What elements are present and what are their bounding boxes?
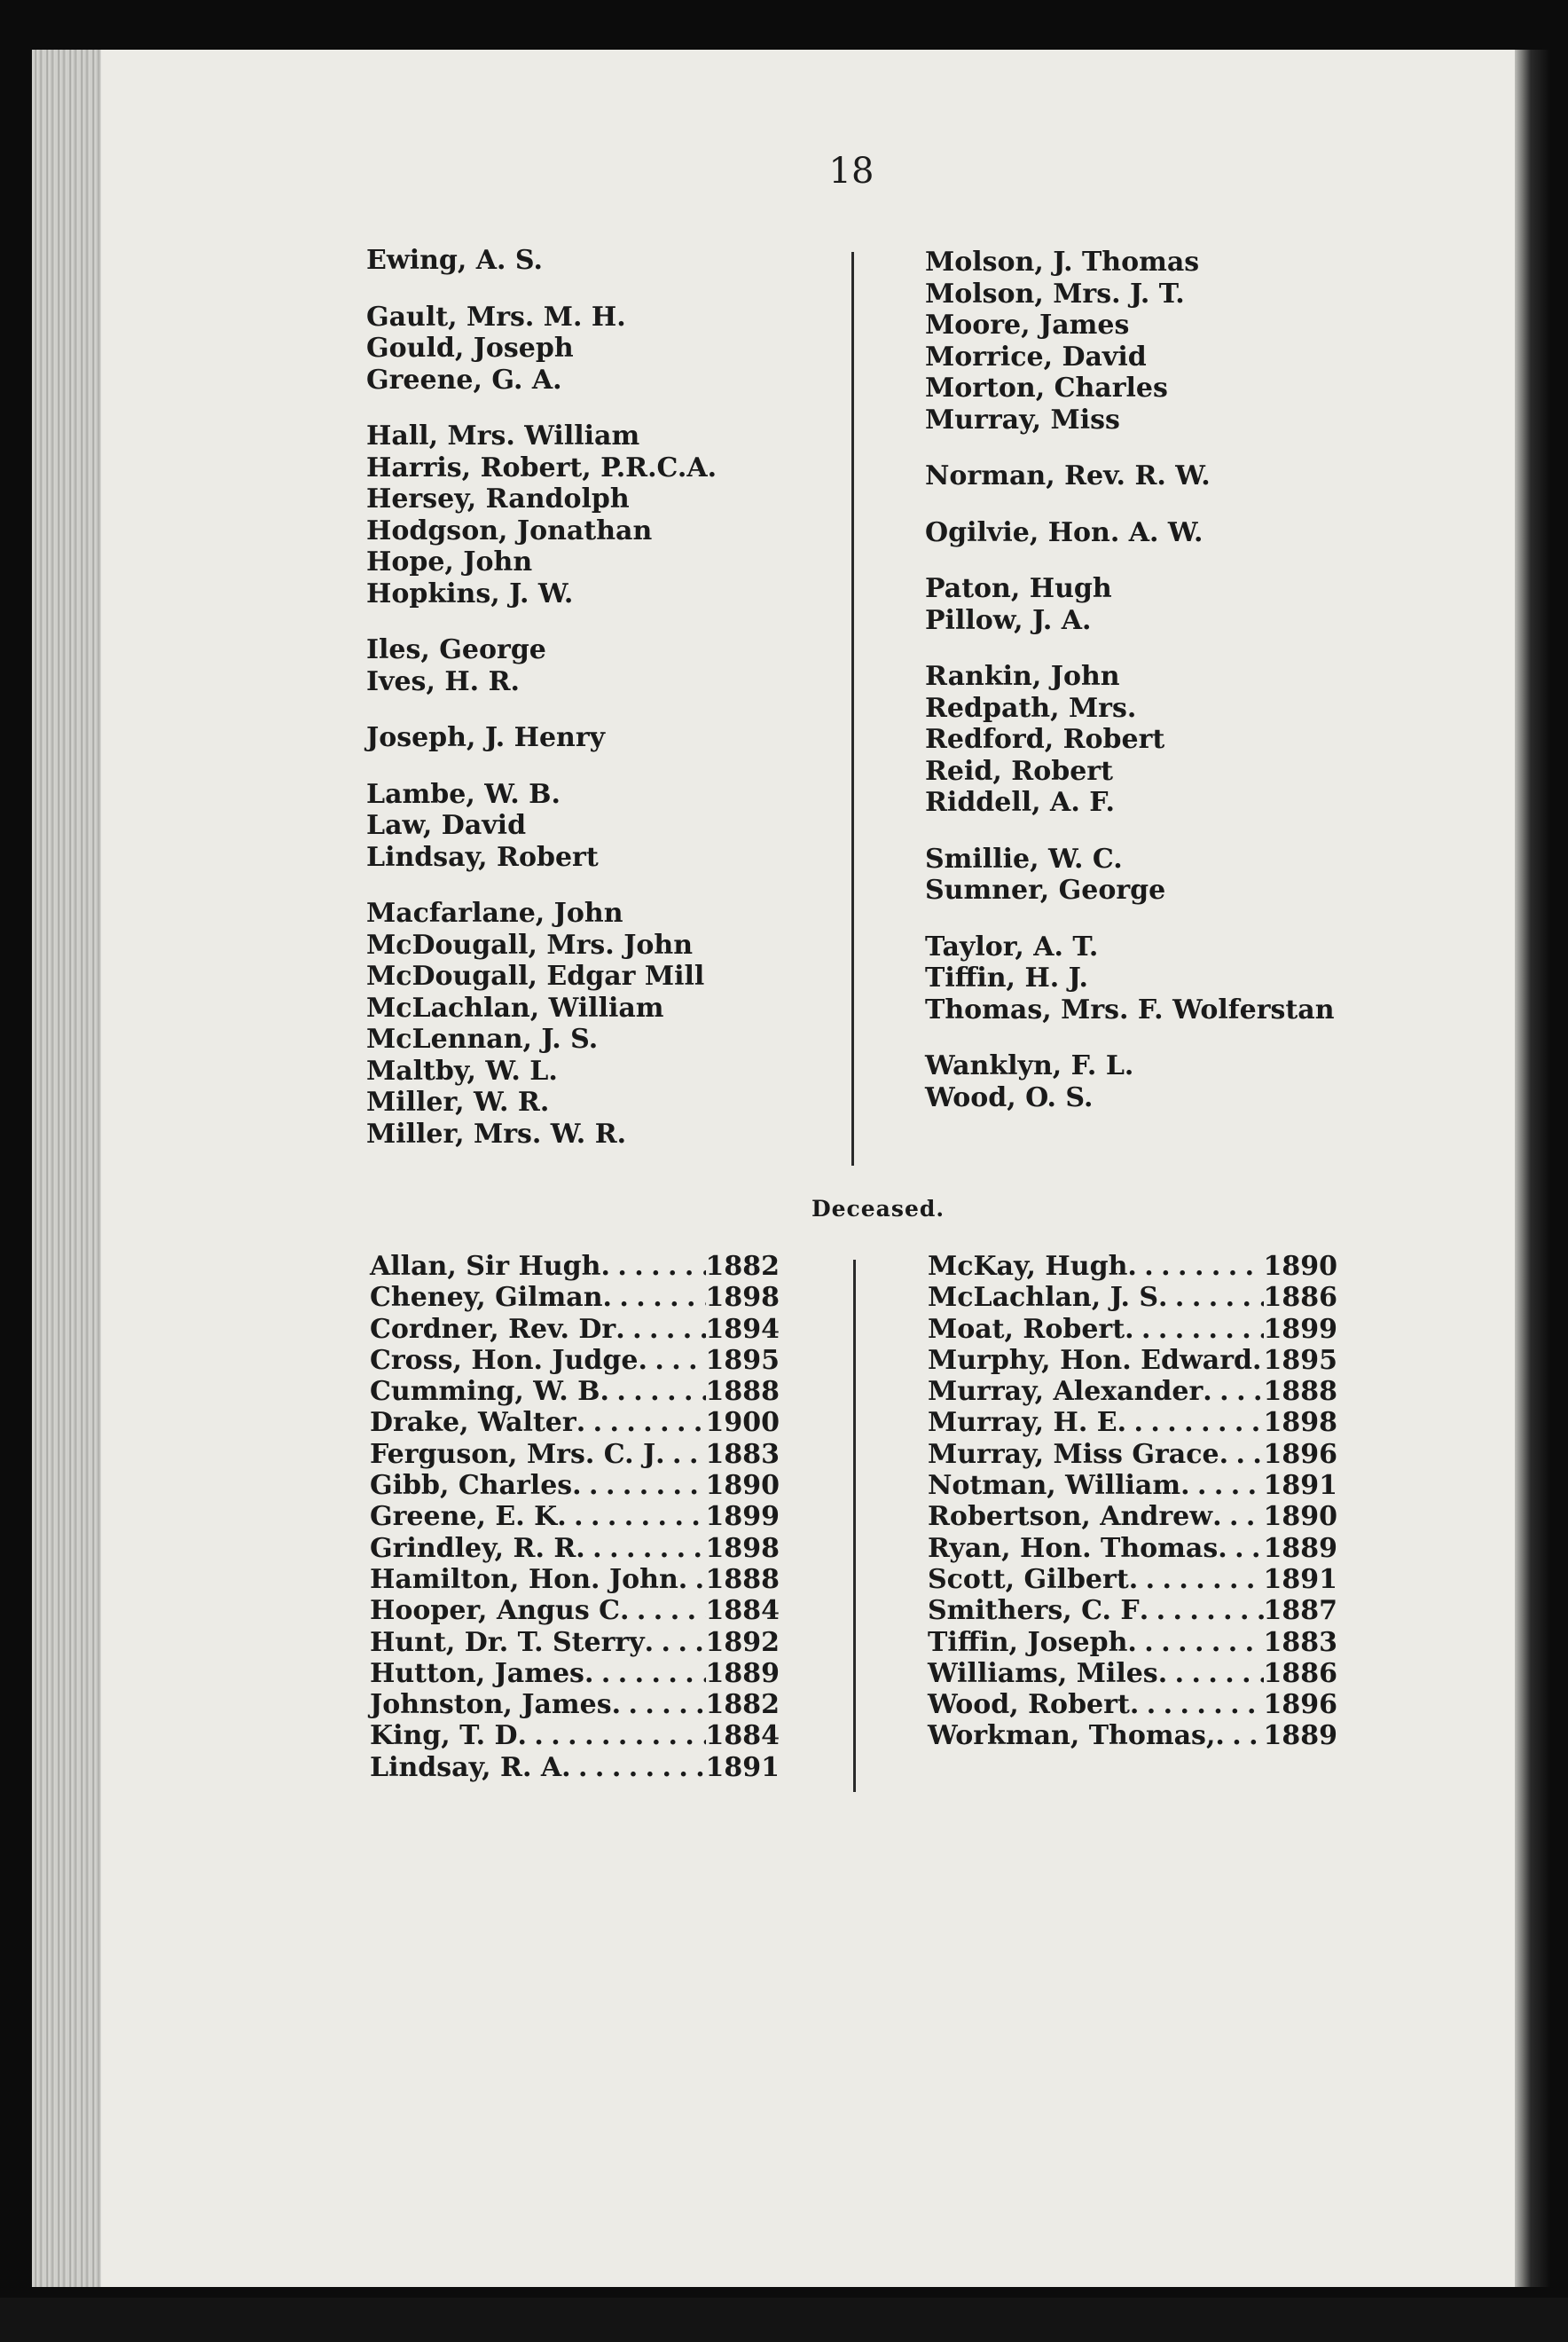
deceased-name: Johnston, James bbox=[370, 1689, 612, 1721]
deceased-year: 1898 bbox=[705, 1282, 780, 1314]
member-name: Gould, Joseph bbox=[366, 333, 574, 364]
deceased-name: Greene, E. K bbox=[370, 1501, 558, 1533]
deceased-name: Cross, Hon. Judge bbox=[370, 1344, 639, 1376]
member-name: Hall, Mrs. William bbox=[366, 420, 640, 452]
deceased-entry bbox=[928, 1314, 1337, 1345]
member-name: Paton, Hugh bbox=[925, 573, 1112, 604]
member-name: Riddell, A. F. bbox=[925, 787, 1115, 818]
member-name: Joseph, J. Henry bbox=[366, 722, 606, 753]
deceased-entry bbox=[928, 1470, 1337, 1501]
deceased-name: Moat, Robert bbox=[928, 1313, 1125, 1345]
dot-leader bbox=[561, 1752, 705, 1783]
deceased-name: Workman, Thomas, bbox=[928, 1720, 1216, 1752]
deceased-entry bbox=[928, 1345, 1337, 1376]
deceased-entry bbox=[370, 1282, 780, 1313]
dot-leader bbox=[1130, 1689, 1264, 1720]
member-name: Taylor, A. T. bbox=[925, 931, 1099, 963]
member-name: Lambe, W. B. bbox=[366, 778, 561, 810]
deceased-entry bbox=[928, 1564, 1337, 1595]
member-name: Smillie, W. C. bbox=[925, 843, 1123, 875]
deceased-entry bbox=[370, 1407, 780, 1438]
group-spacer bbox=[366, 754, 717, 779]
deceased-entry bbox=[370, 1376, 780, 1407]
dot-leader bbox=[1140, 1595, 1264, 1626]
deceased-name: Williams, Miles bbox=[928, 1657, 1158, 1689]
member-name: Miller, Mrs. W. R. bbox=[366, 1118, 627, 1150]
deceased-year: 1889 bbox=[705, 1657, 780, 1689]
dot-leader bbox=[1125, 1314, 1263, 1345]
deceased-name: Gibb, Charles bbox=[370, 1470, 573, 1502]
deceased-name: Cheney, Gilman bbox=[370, 1282, 603, 1314]
deceased-entry bbox=[928, 1501, 1337, 1532]
deceased-entry bbox=[370, 1564, 780, 1595]
dot-leader bbox=[655, 1439, 705, 1470]
member-name: Redpath, Mrs. bbox=[925, 692, 1137, 724]
deceased-entry bbox=[928, 1689, 1337, 1720]
member-name: Ewing, A. S. bbox=[366, 245, 543, 276]
deceased-year: 1882 bbox=[705, 1251, 780, 1282]
member-name: Lindsay, Robert bbox=[366, 841, 599, 873]
deceased-name: Lindsay, R. A bbox=[370, 1751, 562, 1783]
group-spacer bbox=[366, 697, 717, 722]
deceased-entry bbox=[928, 1627, 1337, 1658]
member-name: Greene, G. A. bbox=[366, 364, 562, 396]
dot-leader bbox=[1212, 1501, 1263, 1532]
deceased-year: 1898 bbox=[705, 1532, 780, 1564]
deceased-entry bbox=[370, 1251, 780, 1282]
deceased-entry bbox=[928, 1533, 1337, 1564]
dot-leader bbox=[1158, 1282, 1263, 1313]
member-name: Law, David bbox=[366, 810, 527, 841]
group-spacer bbox=[925, 1026, 1335, 1050]
deceased-entry bbox=[928, 1595, 1337, 1626]
deceased-entry bbox=[370, 1689, 780, 1720]
deceased-entry bbox=[370, 1501, 780, 1532]
group-spacer bbox=[366, 277, 717, 302]
deceased-entry bbox=[370, 1595, 780, 1626]
deceased-entry bbox=[370, 1658, 780, 1689]
member-name: Rankin, John bbox=[925, 661, 1120, 692]
dot-leader bbox=[1252, 1345, 1263, 1376]
dot-leader bbox=[1129, 1564, 1264, 1595]
deceased-year: 1887 bbox=[1263, 1595, 1337, 1627]
member-name: Wanklyn, F. L. bbox=[925, 1050, 1134, 1081]
deceased-name: Murphy, Hon. Edward bbox=[928, 1344, 1253, 1376]
deceased-year: 1883 bbox=[705, 1438, 780, 1470]
dot-leader bbox=[1218, 1533, 1263, 1564]
members-list-right bbox=[925, 247, 1335, 1113]
deceased-year: 1886 bbox=[1263, 1282, 1337, 1314]
deceased-entry bbox=[928, 1282, 1337, 1313]
deceased-name: Murray, H. E bbox=[928, 1407, 1117, 1439]
member-name: Norman, Rev. R. W. bbox=[925, 460, 1211, 491]
deceased-year: 1895 bbox=[705, 1344, 780, 1376]
deceased-entry bbox=[370, 1533, 780, 1564]
dot-leader bbox=[620, 1595, 705, 1626]
deceased-heading: Deceased. bbox=[811, 1196, 945, 1222]
deceased-entry bbox=[370, 1752, 780, 1783]
dot-leader bbox=[600, 1251, 705, 1282]
dot-leader bbox=[1203, 1376, 1263, 1407]
member-name: Hope, John bbox=[366, 546, 533, 578]
deceased-name: Scott, Gilbert bbox=[928, 1563, 1129, 1595]
member-name: Sumner, George bbox=[925, 875, 1166, 906]
deceased-name: Allan, Sir Hugh bbox=[370, 1251, 601, 1282]
member-name: Moore, James bbox=[925, 310, 1130, 341]
member-name: Ogilvie, Hon. A. W. bbox=[925, 516, 1203, 548]
group-spacer bbox=[366, 609, 717, 634]
deceased-list-right bbox=[928, 1251, 1337, 1752]
member-name: Tiffin, H. J. bbox=[925, 963, 1088, 994]
dot-leader bbox=[572, 1470, 705, 1501]
deceased-name: Drake, Walter bbox=[370, 1407, 576, 1439]
column-divider bbox=[851, 252, 854, 1166]
deceased-year: 1898 bbox=[1263, 1407, 1337, 1439]
deceased-name: Robertson, Andrew bbox=[928, 1501, 1213, 1533]
deceased-year: 1891 bbox=[1263, 1470, 1337, 1502]
deceased-year: 1894 bbox=[705, 1313, 780, 1345]
deceased-list-left bbox=[370, 1251, 780, 1783]
dot-leader bbox=[1158, 1658, 1264, 1689]
deceased-name: Ryan, Hon. Thomas bbox=[928, 1532, 1219, 1564]
deceased-year: 1899 bbox=[705, 1501, 780, 1533]
deceased-name: McKay, Hugh bbox=[928, 1251, 1128, 1282]
deceased-year: 1896 bbox=[1263, 1689, 1337, 1721]
deceased-year: 1890 bbox=[705, 1470, 780, 1502]
page-number: 18 bbox=[828, 151, 874, 192]
group-spacer bbox=[925, 548, 1335, 573]
page-edges bbox=[32, 50, 101, 2287]
member-name: Gault, Mrs. M. H. bbox=[366, 301, 626, 333]
deceased-name: Hooper, Angus C bbox=[370, 1595, 621, 1627]
group-spacer bbox=[925, 436, 1335, 460]
member-name: Murray, Miss bbox=[925, 404, 1120, 436]
deceased-entry bbox=[928, 1376, 1337, 1407]
deceased-year: 1882 bbox=[705, 1689, 780, 1721]
members-list-left bbox=[366, 245, 717, 1150]
member-name: Maltby, W. L. bbox=[366, 1055, 558, 1087]
member-name: McDougall, Mrs. John bbox=[366, 929, 694, 961]
page-gutter-shadow bbox=[1515, 50, 1550, 2287]
dot-leader bbox=[1215, 1720, 1263, 1751]
deceased-year: 1888 bbox=[1263, 1376, 1337, 1408]
dot-leader bbox=[576, 1407, 706, 1438]
dot-leader bbox=[600, 1376, 706, 1407]
group-spacer bbox=[925, 636, 1335, 661]
dot-leader bbox=[1219, 1439, 1264, 1470]
deceased-name: Notman, William bbox=[928, 1470, 1181, 1502]
deceased-name: Wood, Robert bbox=[928, 1689, 1130, 1721]
deceased-name: Hutton, James bbox=[370, 1657, 584, 1689]
deceased-year: 1883 bbox=[1263, 1626, 1337, 1658]
group-spacer bbox=[366, 873, 717, 898]
dot-leader bbox=[612, 1689, 706, 1720]
member-name: Harris, Robert, P.R.C.A. bbox=[366, 452, 717, 483]
deceased-year: 1884 bbox=[705, 1720, 780, 1752]
deceased-year: 1899 bbox=[1263, 1313, 1337, 1345]
dot-leader bbox=[1127, 1251, 1263, 1282]
deceased-year: 1891 bbox=[705, 1751, 780, 1783]
deceased-entry bbox=[370, 1345, 780, 1376]
deceased-name: Murray, Alexander bbox=[928, 1376, 1203, 1408]
member-name: Pillow, J. A. bbox=[925, 604, 1092, 636]
dot-leader bbox=[1117, 1407, 1264, 1438]
deceased-name: Cumming, W. B bbox=[370, 1376, 600, 1408]
member-name: Macfarlane, John bbox=[366, 898, 623, 929]
dot-leader bbox=[557, 1501, 705, 1532]
deceased-year: 1891 bbox=[1263, 1563, 1337, 1595]
dot-leader bbox=[1127, 1627, 1263, 1658]
member-name: Miller, W. R. bbox=[366, 1087, 550, 1118]
scan-bottom-border bbox=[0, 2298, 1568, 2342]
deceased-year: 1896 bbox=[1263, 1438, 1337, 1470]
deceased-year: 1895 bbox=[1263, 1344, 1337, 1376]
group-spacer bbox=[925, 907, 1335, 931]
deceased-year: 1890 bbox=[1263, 1251, 1337, 1282]
dot-leader bbox=[615, 1314, 705, 1345]
deceased-year: 1884 bbox=[705, 1595, 780, 1627]
member-name: McLachlan, William bbox=[366, 992, 664, 1024]
dot-leader bbox=[518, 1720, 706, 1751]
deceased-name: McLachlan, J. S bbox=[928, 1282, 1159, 1314]
member-name: Hopkins, J. W. bbox=[366, 578, 574, 609]
group-spacer bbox=[366, 396, 717, 420]
member-name: McDougall, Edgar Mill bbox=[366, 961, 705, 992]
dot-leader bbox=[584, 1658, 706, 1689]
dot-leader bbox=[576, 1533, 705, 1564]
deceased-year: 1888 bbox=[705, 1376, 780, 1408]
deceased-entry bbox=[928, 1720, 1337, 1751]
deceased-year: 1892 bbox=[705, 1626, 780, 1658]
deceased-year: 1889 bbox=[1263, 1532, 1337, 1564]
deceased-name: Hunt, Dr. T. Sterry bbox=[370, 1626, 645, 1658]
deceased-year: 1888 bbox=[705, 1563, 780, 1595]
deceased-name: Murray, Miss Grace bbox=[928, 1438, 1219, 1470]
deceased-entry bbox=[370, 1314, 780, 1345]
dot-leader bbox=[645, 1627, 706, 1658]
deceased-entry bbox=[928, 1439, 1337, 1470]
dot-leader bbox=[638, 1345, 705, 1376]
member-name: McLennan, J. S. bbox=[366, 1024, 599, 1055]
deceased-name: Hamilton, Hon. John bbox=[370, 1563, 678, 1595]
dot-leader bbox=[678, 1564, 706, 1595]
dot-leader bbox=[1180, 1470, 1263, 1501]
member-name: Ives, H. R. bbox=[366, 665, 520, 697]
deceased-year: 1889 bbox=[1263, 1720, 1337, 1752]
deceased-year: 1900 bbox=[705, 1407, 780, 1439]
deceased-entry bbox=[370, 1720, 780, 1751]
deceased-name: King, T. D bbox=[370, 1720, 518, 1752]
member-name: Redford, Robert bbox=[925, 724, 1165, 755]
member-name: Morton, Charles bbox=[925, 373, 1168, 404]
deceased-column-divider bbox=[853, 1260, 856, 1792]
member-name: Molson, Mrs. J. T. bbox=[925, 278, 1185, 310]
member-name: Thomas, Mrs. F. Wolferstan bbox=[925, 994, 1335, 1026]
deceased-year: 1886 bbox=[1263, 1657, 1337, 1689]
deceased-entry bbox=[928, 1251, 1337, 1282]
deceased-name: Grindley, R. R bbox=[370, 1532, 576, 1564]
deceased-name: Cordner, Rev. Dr bbox=[370, 1313, 616, 1345]
member-name: Reid, Robert bbox=[925, 755, 1113, 787]
deceased-entry bbox=[370, 1470, 780, 1501]
group-spacer bbox=[925, 492, 1335, 517]
member-name: Molson, J. Thomas bbox=[925, 247, 1200, 278]
deceased-name: Tiffin, Joseph bbox=[928, 1626, 1128, 1658]
dot-leader bbox=[603, 1282, 706, 1313]
deceased-entry bbox=[370, 1627, 780, 1658]
deceased-name: Smithers, C. F bbox=[928, 1595, 1140, 1627]
deceased-name: Ferguson, Mrs. C. J bbox=[370, 1438, 656, 1470]
member-name: Hodgson, Jonathan bbox=[366, 515, 653, 546]
member-name: Morrice, David bbox=[925, 341, 1147, 373]
group-spacer bbox=[925, 819, 1335, 844]
member-name: Hersey, Randolph bbox=[366, 483, 630, 515]
deceased-entry bbox=[928, 1658, 1337, 1689]
member-name: Wood, O. S. bbox=[925, 1081, 1094, 1113]
deceased-entry bbox=[928, 1407, 1337, 1438]
member-name: Iles, George bbox=[366, 634, 546, 665]
deceased-year: 1890 bbox=[1263, 1501, 1337, 1533]
deceased-entry bbox=[370, 1439, 780, 1470]
